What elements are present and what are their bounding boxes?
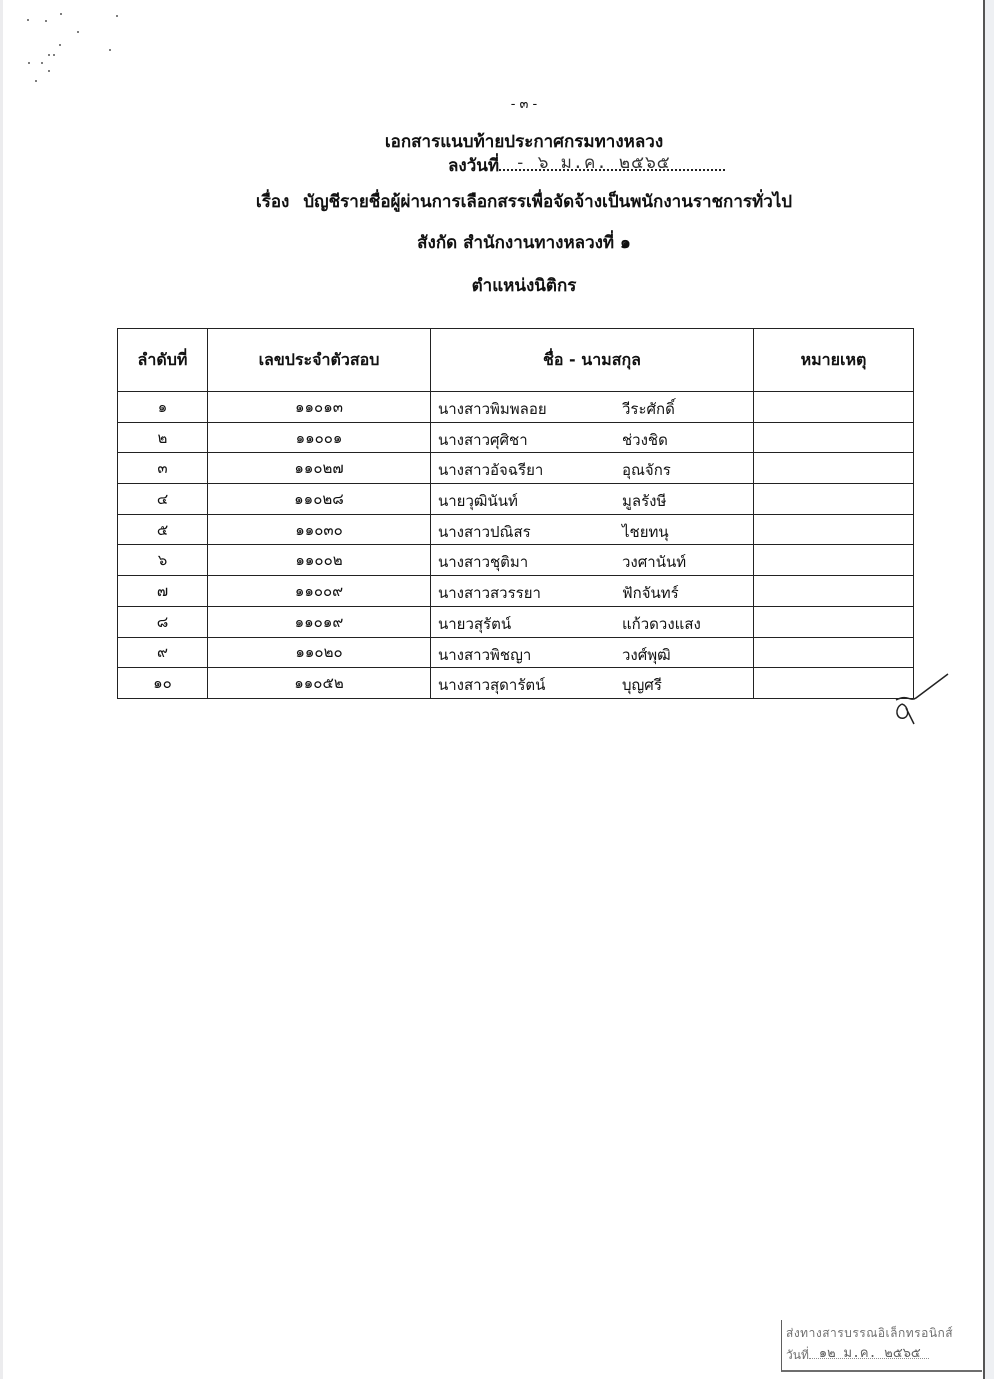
table-row <box>118 392 914 423</box>
candidate-table <box>117 328 914 699</box>
subject-text: บัญชีรายชื่อผู้ผ่านการเลือกสรรเพื่อจัดจ้างเป็นพนักงานราชการทั่วไป <box>303 192 793 212</box>
cell-note <box>754 606 914 637</box>
last-name: ไชยทนุ <box>622 522 669 541</box>
column-header-exam-id: เลขประจำตัวสอบ <box>208 329 431 392</box>
cell-seq: ๙ <box>118 637 208 668</box>
cell-exam-id: ๑๑๐๒๗ <box>208 453 431 484</box>
table-row <box>118 668 914 699</box>
cell-seq: ๓ <box>118 453 208 484</box>
signature-initial <box>880 668 960 728</box>
date-line <box>448 152 725 179</box>
cell-seq: ๕ <box>118 514 208 545</box>
subject-label: เรื่อง <box>255 192 290 212</box>
cell-full-name <box>431 576 754 607</box>
first-name: นางสาวพิมพลอย <box>438 400 547 418</box>
first-name: นางสาวชุติมา <box>438 553 529 572</box>
last-name: วงศานันท์ <box>622 553 687 572</box>
cell-exam-id: ๑๑๐๕๒ <box>208 668 431 699</box>
first-name: นางสาวศุศิชา <box>438 430 528 449</box>
receipt-date-dots <box>809 1348 929 1359</box>
cell-exam-id: ๑๑๐๑๓ <box>208 392 431 423</box>
column-header-note: หมายเหตุ <box>754 329 914 392</box>
cell-note <box>754 545 914 576</box>
first-name: นายวสุรัตน์ <box>438 614 512 633</box>
last-name: ช่วงชิด <box>622 430 668 449</box>
table-row <box>118 453 914 484</box>
last-name: วงศ์พุฒิ <box>622 645 671 664</box>
cell-full-name <box>431 545 754 576</box>
first-name: นางสาวสวรรยา <box>438 584 541 603</box>
cell-seq: ๑๐ <box>118 668 208 699</box>
cell-exam-id: ๑๑๐๒๘ <box>208 484 431 515</box>
receipt-stamp <box>781 1320 982 1372</box>
first-name: นางสาวพิชญา <box>438 645 532 664</box>
cell-seq: ๘ <box>118 606 208 637</box>
receipt-date-value: ๑๒ ม.ค. ๒๕๖๕ <box>818 1346 921 1361</box>
first-name: นางสาวอัจฉรียา <box>438 461 544 480</box>
cell-full-name <box>431 637 754 668</box>
table-header-row <box>118 329 914 392</box>
receipt-date-label: วันที่ <box>786 1348 809 1362</box>
column-header-seq: ลำดับที่ <box>118 329 208 392</box>
last-name: อุณจักร <box>622 461 671 480</box>
cell-seq: ๖ <box>118 545 208 576</box>
cell-seq: ๔ <box>118 484 208 515</box>
cell-seq: ๒ <box>118 422 208 453</box>
first-name: นางสาวสุดารัตน์ <box>438 676 546 695</box>
cell-seq: ๑ <box>118 392 208 423</box>
table-row <box>118 576 914 607</box>
cell-note <box>754 576 914 607</box>
first-name: นางสาวปณิสร <box>438 522 531 541</box>
cell-full-name <box>431 422 754 453</box>
table-row <box>118 484 914 515</box>
cell-exam-id: ๑๑๐๓๐ <box>208 514 431 545</box>
cell-note <box>754 392 914 423</box>
cell-full-name <box>431 668 754 699</box>
cell-full-name <box>431 606 754 637</box>
last-name: ฟักจันทร์ <box>622 584 679 603</box>
cell-note <box>754 484 914 515</box>
cell-note <box>754 422 914 453</box>
table-row <box>118 545 914 576</box>
last-name: แก้วดวงแสง <box>622 614 701 633</box>
cell-note <box>754 453 914 484</box>
cell-exam-id: ๑๑๐๐๙ <box>208 576 431 607</box>
date-label: ลงวันที่ <box>448 156 500 176</box>
receipt-stamp-line2 <box>786 1346 929 1365</box>
receipt-stamp-line1: ส่งทางสารบรรณอิเล็กทรอนิกส์ <box>786 1326 954 1340</box>
cell-full-name <box>431 453 754 484</box>
cell-exam-id: ๑๑๐๑๙ <box>208 606 431 637</box>
scan-noise-specks <box>20 10 130 90</box>
cell-note <box>754 514 914 545</box>
cell-exam-id: ๑๑๐๐๑ <box>208 422 431 453</box>
cell-full-name <box>431 484 754 515</box>
cell-full-name <box>431 392 754 423</box>
document-title: เอกสารแนบท้ายประกาศกรมทางหลวง <box>384 132 664 152</box>
position-title: ตำแหน่งนิติกร <box>471 276 577 296</box>
table-row <box>118 637 914 668</box>
last-name: วีระศักดิ์ <box>622 400 675 418</box>
last-name: บุญศรี <box>622 676 662 695</box>
last-name: มูลรังษี <box>622 492 667 511</box>
page-number: - ๓ - <box>510 97 538 112</box>
date-dotted-field <box>499 155 725 171</box>
cell-exam-id: ๑๑๐๐๒ <box>208 545 431 576</box>
cell-seq: ๗ <box>118 576 208 607</box>
first-name: นายวุฒินันท์ <box>438 492 518 511</box>
affiliation: สังกัด สำนักงานทางหลวงที่ ๑ <box>417 233 631 253</box>
cell-full-name <box>431 514 754 545</box>
table-row <box>118 514 914 545</box>
cell-note <box>754 637 914 668</box>
cell-exam-id: ๑๑๐๒๐ <box>208 637 431 668</box>
column-header-name: ชื่อ - นามสกุล <box>431 329 754 392</box>
date-stamp-value: - ๖ ม.ค. ๒๕๖๕ <box>515 153 671 173</box>
subject-line <box>0 188 994 215</box>
table-row <box>118 606 914 637</box>
table-row <box>118 422 914 453</box>
